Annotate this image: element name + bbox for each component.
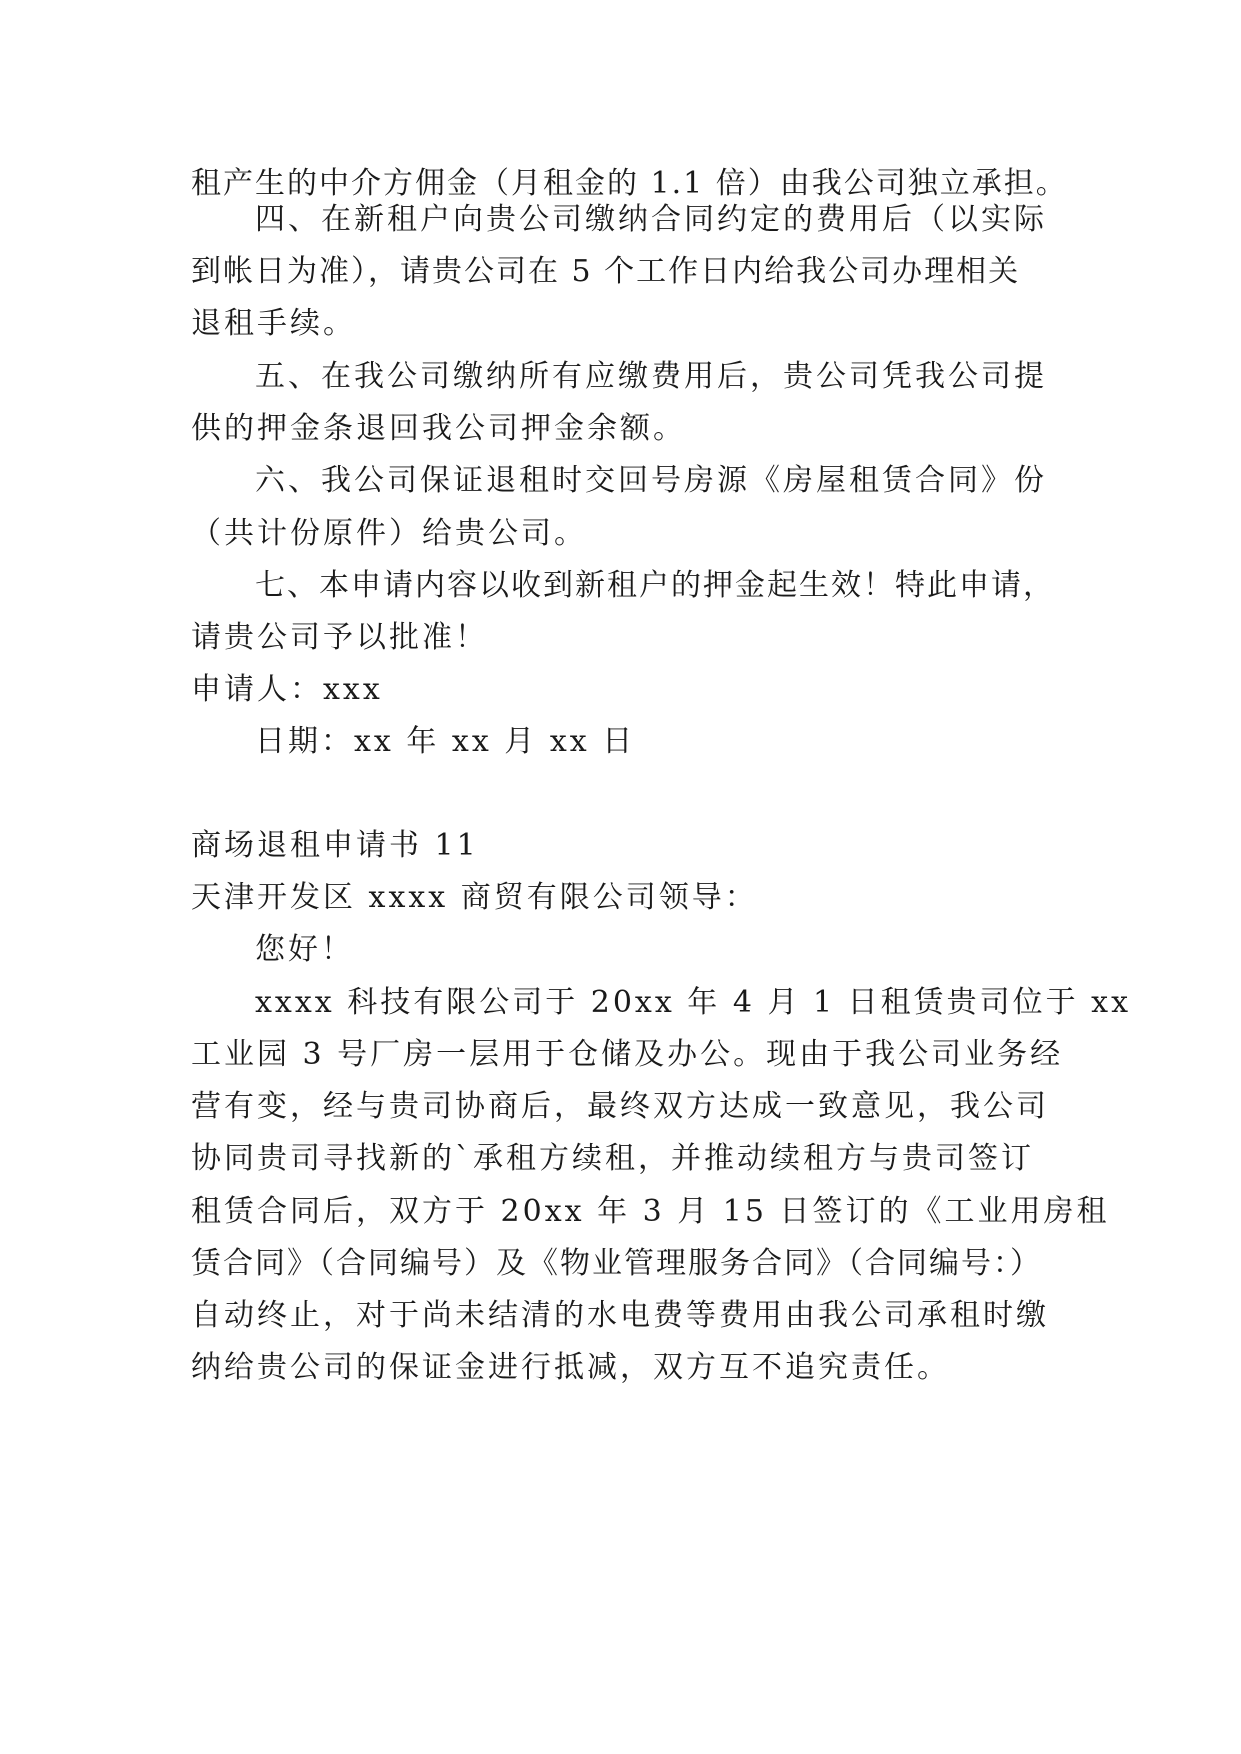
paragraph-line: 赁合同》（合同编号）及《物业管理服务合同》（合同编号：） — [191, 1246, 1042, 1281]
paragraph-line: 七、本申请内容以收到新租户的押金起生效！特此申请， — [255, 568, 1055, 603]
paragraph-line: 四、在新租户向贵公司缴纳合同约定的费用后（以实际 — [255, 202, 1047, 237]
paragraph-line: 工业园 3 号厂房一层用于仓储及办公。现由于我公司业务经 — [191, 1037, 1064, 1072]
date-line: 日期：xx 年 xx 月 xx 日 — [255, 724, 636, 759]
paragraph-line: 自动终止，对于尚未结清的水电费等费用由我公司承租时缴 — [191, 1298, 1049, 1333]
paragraph-line: 退租手续。 — [191, 306, 356, 341]
paragraph-line: xxxx 科技有限公司于 20xx 年 4 月 1 日租赁贵司位于 xx — [255, 985, 1131, 1020]
paragraph-line: 到帐日为准），请贵公司在 5 个工作日内给我公司办理相关 — [191, 254, 1021, 289]
paragraph-line: 协同贵司寻找新的`承租方续租，并推动续租方与贵司签订 — [191, 1141, 1034, 1176]
section-title: 商场退租申请书 11 — [191, 828, 479, 863]
paragraph-line: 租产生的中介方佣金（月租金的 1.1 倍）由我公司独立承担。 — [191, 166, 1068, 201]
paragraph-line: 供的押金条退回我公司押金余额。 — [191, 411, 686, 446]
paragraph-line: （共计份原件）给贵公司。 — [191, 516, 587, 551]
paragraph-line: 请贵公司予以批准！ — [191, 620, 488, 655]
paragraph-line: 五、在我公司缴纳所有应缴费用后，贵公司凭我公司提 — [255, 359, 1047, 394]
salutation-line: 天津开发区 xxxx 商贸有限公司领导： — [191, 880, 758, 915]
greeting-line: 您好！ — [255, 932, 354, 967]
paragraph-line: 六、我公司保证退租时交回号房源《房屋租赁合同》份 — [255, 463, 1047, 498]
applicant-line: 申请人：xxx — [191, 672, 383, 707]
paragraph-line: 纳给贵公司的保证金进行抵减，双方互不追究责任。 — [191, 1350, 950, 1385]
paragraph-line: 租赁合同后，双方于 20xx 年 3 月 15 日签订的《工业用房租 — [191, 1194, 1110, 1229]
paragraph-line: 营有变，经与贵司协商后，最终双方达成一致意见，我公司 — [191, 1089, 1049, 1124]
